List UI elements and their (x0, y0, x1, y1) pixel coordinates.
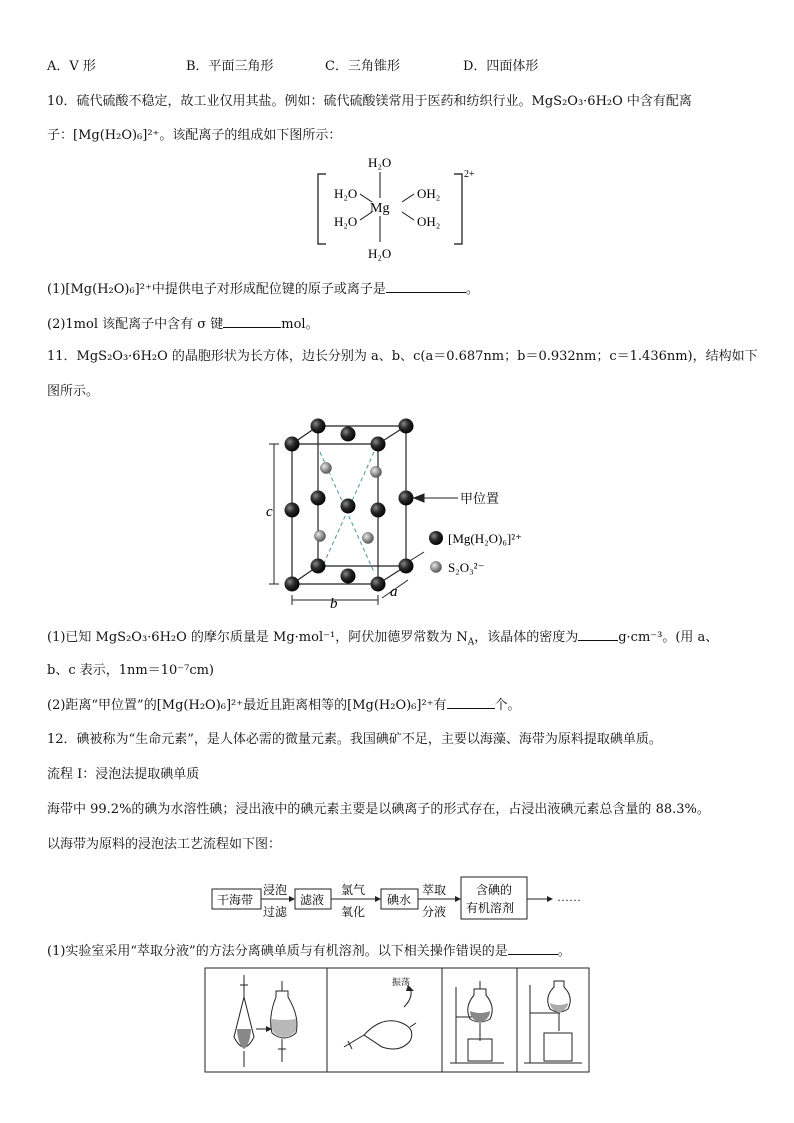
ligand-right-lower: OH₂ (417, 214, 441, 229)
flow-box-organic-line1: 含碘的 (476, 883, 513, 897)
q12-sub1 (47, 942, 571, 961)
ion-charge: 2+ (464, 169, 475, 180)
q10-text-line2: 子：[Mg(H₂O)₆]²⁺。该配离子的组成如下图所示： (47, 128, 342, 143)
flow-ellipsis: …… (557, 890, 581, 904)
position-label: 甲位置 (460, 492, 500, 507)
process-flow-diagram (205, 872, 595, 924)
q11-sub1-line2: b、c 表示，1nm＝10⁻⁷cm) (47, 663, 215, 678)
q12-text-line4: 以海带为原料的浸泡法工艺流程如下图： (47, 837, 282, 852)
panel-pour-top (524, 981, 582, 1063)
edge-label-c: c (266, 504, 273, 520)
flow-box-dried-kelp: 干海带 (217, 893, 254, 907)
flow-step-chlorine: 氯气 (341, 883, 366, 897)
option-d: D．四面体形 (463, 59, 539, 74)
q11-sub1-text-a: (1)已知 MgS₂O₃·6H₂O 的摩尔质量是 Mg·mol⁻¹，阿伏加德罗常数为 N (47, 630, 468, 645)
ligand-bottom: H₂O (368, 246, 392, 261)
ligand-left-upper: H₂O (334, 186, 358, 201)
q11-sub1-text-b: ，该晶体的密度为 (474, 630, 579, 645)
q11-sub2-end: 个。 (494, 698, 521, 713)
complex-ion-structure (310, 150, 490, 265)
edge-label-a: a (390, 584, 398, 600)
q11-text-line1: 11．MgS₂O₃·6H₂O 的晶胞形状为长方体，边长分别为 a、b、c(a＝0.687nm；b＝0.932nm；c＝1.436nm)，结构如下 (47, 349, 758, 364)
q10-sub2-end: mol。 (281, 317, 319, 332)
q11-text-line2: 图所示。 (47, 384, 100, 399)
panel-shake (344, 987, 416, 1049)
unit-cell-figure (258, 412, 548, 612)
flow-step-extract: 萃取 (422, 883, 447, 897)
flow-step-soak: 浸泡 (263, 883, 288, 897)
answer-blank-q11-1[interactable] (578, 628, 618, 641)
ligand-top: H₂O (368, 155, 392, 170)
ligand-right-upper: OH₂ (417, 186, 441, 201)
legend-mg-ion: [Mg(H₂O)₆]²⁺ (448, 531, 522, 546)
center-atom: Mg (370, 201, 390, 216)
q12-text-line3: 海带中 99.2%的碘为水溶性碘；浸出液中的碘元素主要是以碘离子的形式存在，占浸出液碘元素总含量的 88.3%。 (47, 802, 710, 817)
q12-text-line1: 12．碘被称为“生命元素”，是人体必需的微量元素。我国碘矿不足，主要以海藻、海带为原料提取碘单质。 (47, 732, 662, 747)
shake-label: 振荡 (392, 978, 411, 988)
q12-sub1-text: (1)实验室采用“萃取分液”的方法分离碘单质与有机溶剂。以下相关操作错误的是 (47, 944, 508, 959)
q10-sub1-text: (1)[Mg(H₂O)₆]²⁺中提供电子对形成配位键的原子或离子是 (47, 282, 386, 297)
legend-thiosulfate-ion: S₂O₃²⁻ (448, 560, 485, 575)
q10-text-line1: 10．硫代硫酸不稳定，故工业仅用其盐。例如：硫代硫酸镁常用于医药和纺织行业。MgS₂O₃·6H₂O 中含有配离 (47, 94, 692, 109)
panel-separation-stand (450, 981, 504, 1063)
flow-box-filtrate: 滤液 (300, 893, 325, 907)
q11-sub2-text: (2)距离“甲位置”的[Mg(H₂O)₆]²⁺最近且距离相等的[Mg(H₂O)₆]²⁺有 (47, 698, 447, 713)
flow-step-separate: 分液 (422, 905, 447, 919)
flow-box-iodine-water: 碘水 (387, 893, 412, 907)
flow-step-oxidize: 氧化 (341, 905, 366, 919)
flow-box-organic-line2: 有机溶剂 (466, 901, 515, 915)
answer-blank-q12-1[interactable] (508, 942, 558, 955)
q11-sub1 (47, 628, 718, 652)
answer-blank-q10-1[interactable] (386, 280, 466, 293)
q11-sub1-na-subscript: A (467, 637, 475, 648)
option-c: C．三角锥形 (325, 59, 400, 74)
option-a: A．V 形 (47, 59, 96, 74)
option-b: B．平面三角形 (186, 59, 274, 74)
ligand-left-lower: H₂O (334, 214, 358, 229)
q10-sub2 (47, 315, 319, 334)
q11-sub1-text-c: g·cm⁻³。(用 a、 (618, 630, 719, 645)
q12-flow-title: 流程 I：浸泡法提取碘单质 (47, 767, 200, 782)
q11-sub2 (47, 696, 521, 715)
q10-sub1-end: 。 (465, 282, 479, 297)
q12-sub1-end: 。 (557, 944, 571, 959)
edge-label-b: b (330, 596, 338, 612)
answer-blank-q11-2[interactable] (447, 696, 495, 709)
apparatus-figure (204, 967, 590, 1073)
q10-sub2-text: (2)1mol 该配离子中含有 σ 键 (47, 317, 224, 332)
answer-blank-q10-2[interactable] (223, 315, 281, 328)
flow-step-filter: 过滤 (263, 905, 288, 919)
q10-sub1 (47, 280, 479, 299)
